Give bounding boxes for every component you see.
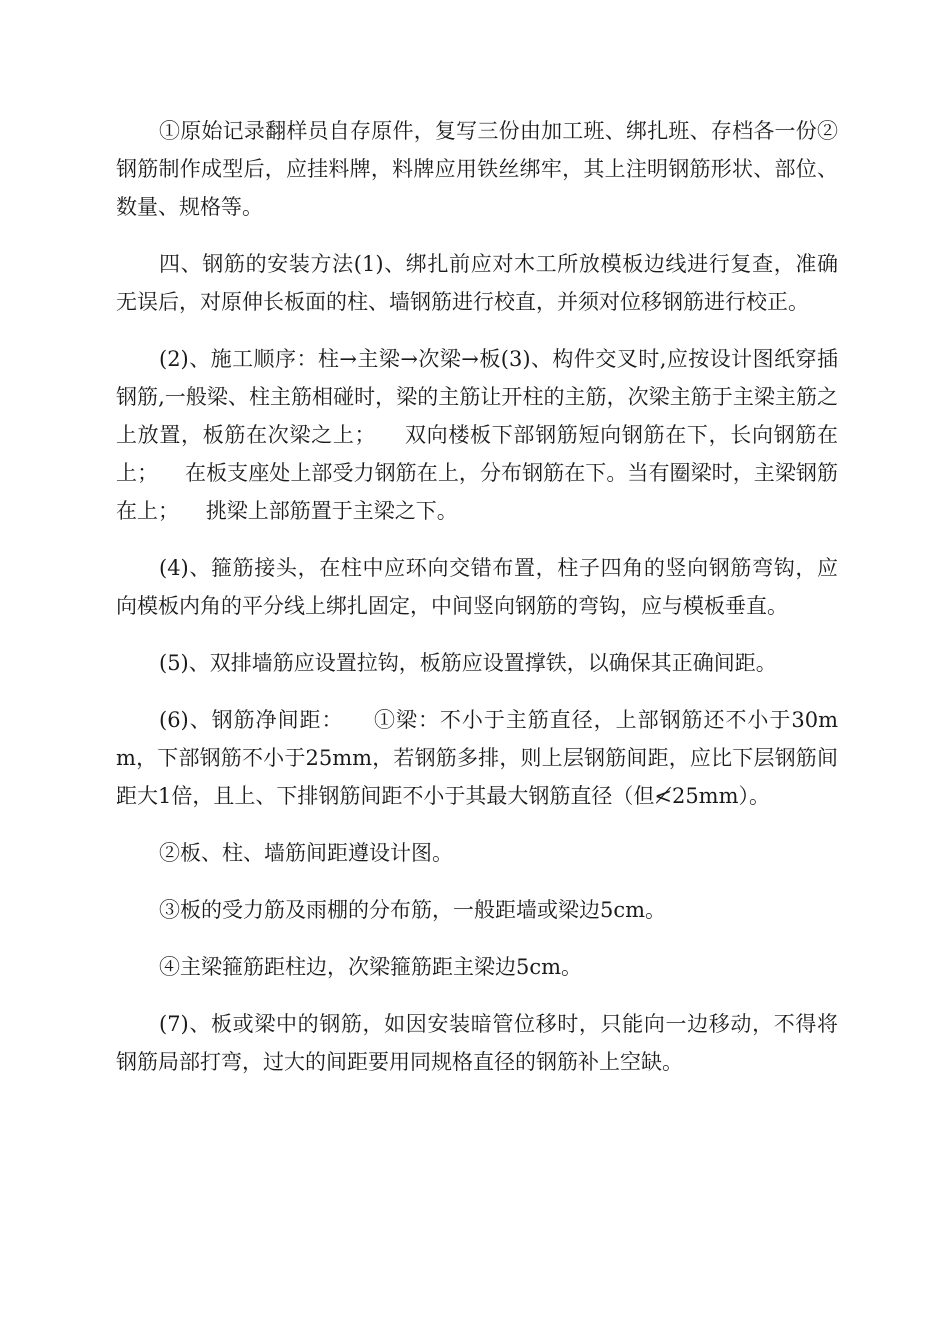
paragraph-slab-canopy-bars: ③板的受力筋及雨棚的分布筋，一般距墙或梁边5cm。 [159,898,667,922]
paragraph-conduit-displacement: (7)、板或梁中的钢筋，如因安装暗管位移时，只能向一边移动，不得将钢筋局部打弯，过大的间距要用同规格直径的钢筋补上空缺。 [116,1012,838,1074]
paragraph-beam-stirrup-distance: ④主梁箍筋距柱边，次梁箍筋距主梁边5cm。 [159,955,583,979]
paragraph-construction-sequence: (2)、施工顺序：柱→主梁→次梁→板(3)、构件交叉时,应按设计图纸穿插钢筋,一般梁、柱主筋相碰时，梁的主筋让开柱的主筋，次梁主筋于主梁主筋之上放置，板筋在次梁之上； 双向楼板下部钢筋短向钢筋在下，长向钢筋在上； 在板支座处上部受力钢筋在上，分布钢筋在下。当有圈梁时，主梁钢筋在上； 挑梁上部筋置于主梁之下。 [116,347,838,523]
paragraph-installation-method: 四、钢筋的安装方法(1)、绑扎前应对木工所放模板边线进行复查，准确无误后，对原伸长板面的柱、墙钢筋进行校直，并须对位移钢筋进行校正。 [116,252,838,314]
paragraph-double-row-wall: (5)、双排墙筋应设置拉钩，板筋应设置撑铁，以确保其正确间距。 [159,651,777,675]
paragraph-clear-spacing: (6)、钢筋净间距： ①梁：不小于主筋直径，上部钢筋还不小于30mm，下部钢筋不小于25mm，若钢筋多排，则上层钢筋间距，应比下层钢筋间距大1倍，且上、下排钢筋间距不小于其最大钢筋直径（但≮25mm）。 [116,708,838,808]
paragraph-stirrup-joint: (4)、箍筋接头，在柱中应环向交错布置，柱子四角的竖向钢筋弯钩，应向模板内角的平分线上绑扎固定，中间竖向钢筋的弯钩，应与模板垂直。 [116,556,838,618]
paragraph-original-record: ①原始记录翻样员自存原件，复写三份由加工班、绑扎班、存档各一份②钢筋制作成型后，应挂料牌，料牌应用铁丝绑牢，其上注明钢筋形状、部位、数量、规格等。 [116,119,838,219]
paragraph-slab-column-wall-spacing: ②板、柱、墙筋间距遵设计图。 [159,841,453,865]
document-body [116,112,838,1100]
